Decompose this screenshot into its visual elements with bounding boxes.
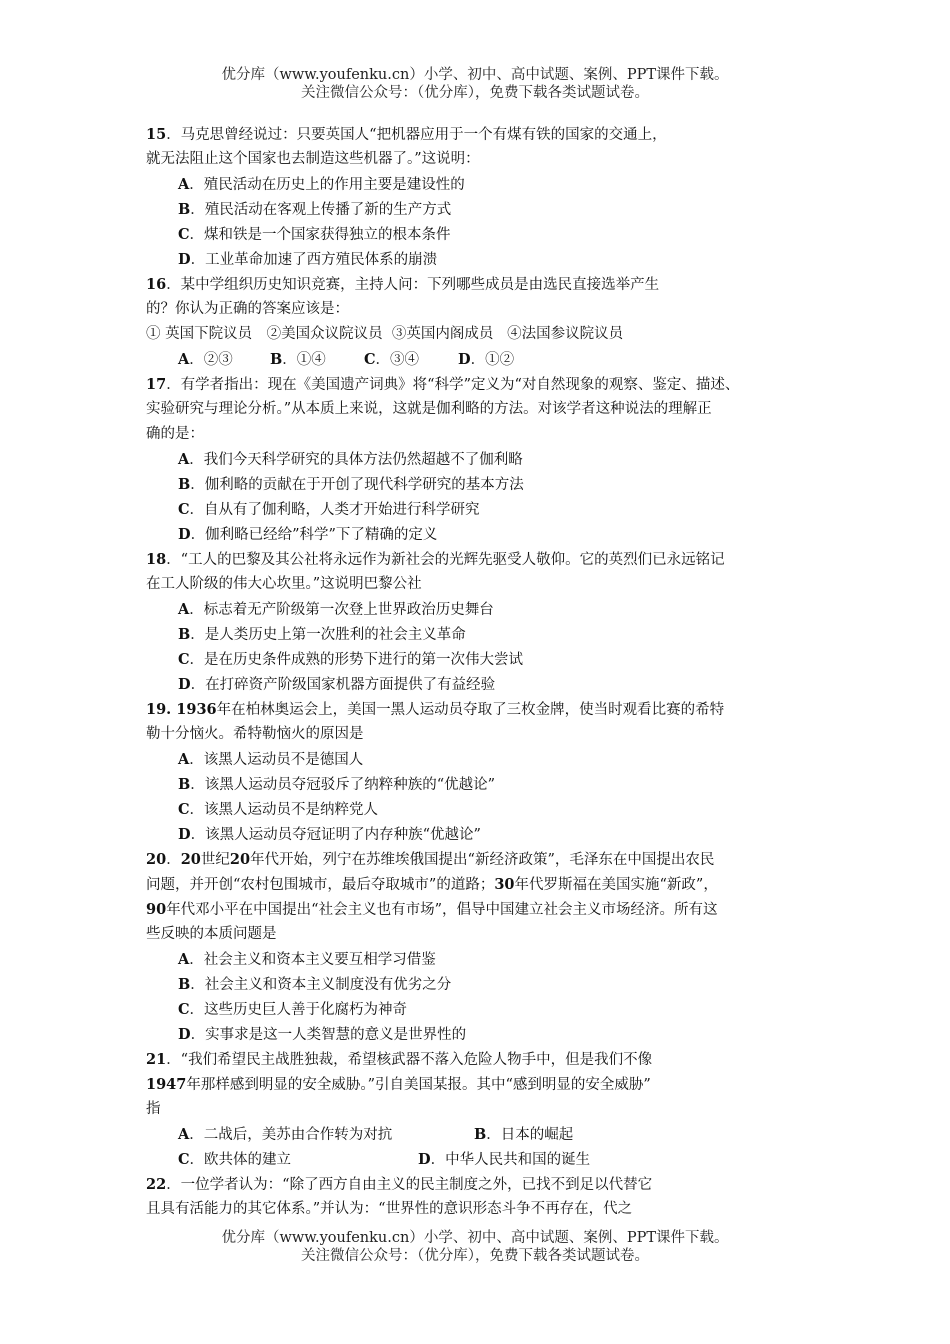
question-number: 16 xyxy=(146,276,167,293)
option-c: C．③④ xyxy=(364,351,420,368)
page-header xyxy=(0,66,950,102)
question-stem: 在工人阶级的伟大心坎里。”这说明巴黎公社 xyxy=(146,576,422,592)
question-stem: 问题，并开创“农村包围城市，最后夺取城市”的道路；30年代罗斯福在美国实施“新政”， xyxy=(146,876,718,893)
question-stem: 实验研究与理论分析。”从本质上来说，这就是伽利略的方法。对该学者这种说法的理解正 xyxy=(146,401,712,417)
option-b: B．伽利略的贡献在于开创了现代科学研究的基本方法 xyxy=(178,476,524,493)
option-d: D．该黑人运动员夺冠证明了内存种族“优越论” xyxy=(178,826,481,843)
header-line-2: 关注微信公众号：（优分库），免费下载各类试题试卷。 xyxy=(301,85,649,101)
option-b: B．是人类历史上第一次胜利的社会主义革命 xyxy=(178,626,466,643)
question-stem: ．马克思曾经说过：只要英国人“把机器应用于一个有煤有铁的国家的交通上， xyxy=(166,127,667,143)
question-number: 20 xyxy=(146,851,167,868)
question-stem: ．有学者指出：现在《美国遗产词典》将“科学”定义为“对自然现象的观察、鉴定、描述、 xyxy=(166,377,740,393)
option-a: A．二战后，美苏由合作转为对抗 xyxy=(178,1126,393,1143)
option-c: C．欧共体的建立 xyxy=(178,1151,292,1168)
question-15 xyxy=(146,122,826,272)
option-d: D．中华人民共和国的诞生 xyxy=(418,1151,591,1168)
footer-line-2: 关注微信公众号：（优分库），免费下载各类试题试卷。 xyxy=(301,1248,649,1264)
option-d: D．工业革命加速了西方殖民体系的崩溃 xyxy=(178,251,438,268)
question-stem: 指 xyxy=(146,1101,161,1117)
option-c: C．是在历史条件成熟的形势下进行的第一次伟大尝试 xyxy=(178,651,524,668)
option-a: A．社会主义和资本主义要互相学习借鉴 xyxy=(178,951,436,968)
question-stem: ．“工人的巴黎及其公社将永远作为新社会的光辉先驱受人敬仰。它的英烈们已永远铭记 xyxy=(166,552,725,568)
question-21 xyxy=(146,1047,826,1172)
option-a: A．该黑人运动员不是德国人 xyxy=(178,751,364,768)
question-number: 21 xyxy=(146,1051,167,1068)
option-c: C．这些历史巨人善于化腐朽为神奇 xyxy=(178,1001,408,1018)
question-18 xyxy=(146,547,826,697)
question-16 xyxy=(146,272,826,372)
option-d: D．①② xyxy=(458,351,515,368)
option-b: B．殖民活动在客观上传播了新的生产方式 xyxy=(178,201,452,218)
option-b: B．日本的崛起 xyxy=(474,1126,574,1143)
question-stem: 1947年那样感到明显的安全威胁。”引自美国某报。其中“感到明显的安全威胁” xyxy=(146,1076,651,1093)
option-b: B．该黑人运动员夺冠驳斥了纳粹种族的“优越论” xyxy=(178,776,496,793)
options-row xyxy=(146,1122,826,1147)
option-c: C．该黑人运动员不是纳粹党人 xyxy=(178,801,379,818)
question-stem: 就无法阻止这个国家也去制造这些机器了。”这说明： xyxy=(146,151,480,167)
options-row xyxy=(146,347,826,372)
footer-line-1: 优分库（www.youfenku.cn）小学、初中、高中试题、案例、PPT课件下载。 xyxy=(221,1230,729,1246)
question-number: 19. 1936 xyxy=(146,701,217,718)
question-stem: ．某中学组织历史知识竞赛，主持人问：下列哪些成员是由选民直接选举产生 xyxy=(166,277,660,293)
question-number: 18 xyxy=(146,551,167,568)
question-20: 20．20世纪20年代开始，列宁在苏维埃俄国提出“新经济政策”，毛泽东在中国提出农民 问题，并开创“农村包围城市，最后夺取城市”的道路；30年代罗斯福在美国实施“新政”， 90年代邓小平在中国提出“社会主义也有市场”，倡导中国建立社会主义市场经济。所有这 些反映的本质问题是 A．社会主义和资本主义要互相学习借鉴 B．社会主义和资本主义制度没有优劣之分 C．这些历史巨人善于化腐朽为神奇 D．实事求是这一人类智慧的意义是世界性的 xyxy=(146,847,826,1047)
question-stem: 些反映的本质问题是 xyxy=(146,926,277,942)
question-stem: 年在柏林奥运会上，美国一黑人运动员夺取了三枚金牌，使当时观看比赛的希特 xyxy=(216,702,725,718)
question-22 xyxy=(146,1172,826,1222)
question-stem: 的？你认为正确的答案应该是： xyxy=(146,301,349,317)
option-b: B．社会主义和资本主义制度没有优劣之分 xyxy=(178,976,452,993)
options-row xyxy=(146,1147,826,1172)
option-d: D．伽利略已经给”科学”下了精确的定义 xyxy=(178,526,438,543)
option-c: C．煤和铁是一个国家获得独立的根本条件 xyxy=(178,226,451,243)
exam-content xyxy=(146,122,826,1222)
question-stem: 且具有活能力的其它体系。”并认为：“世界性的意识形态斗争不再存在，代之 xyxy=(146,1201,633,1217)
option-a: A．殖民活动在历史上的作用主要是建设性的 xyxy=(178,176,465,193)
question-stem: ．一位学者认为：“除了西方自由主义的民主制度之外，已找不到足以代替它 xyxy=(166,1177,653,1193)
question-17 xyxy=(146,372,826,547)
header-line-1: 优分库（www.youfenku.cn）小学、初中、高中试题、案例、PPT课件下载。 xyxy=(221,67,729,83)
question-stem: 勒十分恼火。希特勒恼火的原因是 xyxy=(146,726,364,742)
option-c: C．自从有了伽利略，人类才开始进行科学研究 xyxy=(178,501,480,518)
question-stem: 90年代邓小平在中国提出“社会主义也有市场”，倡导中国建立社会主义市场经济。所有这 xyxy=(146,901,718,918)
question-stem: 确的是： xyxy=(146,426,204,442)
option-a: A．标志着无产阶级第一次登上世界政治历史舞台 xyxy=(178,601,494,618)
option-b: B．①④ xyxy=(270,351,326,368)
question-stem: ．“我们希望民主战胜独裁，希望核武器不落入危险人物手中，但是我们不像 xyxy=(166,1052,653,1068)
question-number: 15 xyxy=(146,126,167,143)
option-d: D．在打碎资产阶级国家机器方面提供了有益经验 xyxy=(178,676,496,693)
question-number: 22 xyxy=(146,1176,167,1193)
question-number: 17 xyxy=(146,376,167,393)
option-a: A．②③ xyxy=(178,351,233,368)
question-19 xyxy=(146,697,826,847)
option-d: D．实事求是这一人类智慧的意义是世界性的 xyxy=(178,1026,467,1043)
option-a: A．我们今天科学研究的具体方法仍然超越不了伽利略 xyxy=(178,451,523,468)
question-items: ① 英国下院议员 ②美国众议院议员 ③英国内阁成员 ④法国参议院议员 xyxy=(146,326,624,342)
page-footer xyxy=(0,1229,950,1265)
